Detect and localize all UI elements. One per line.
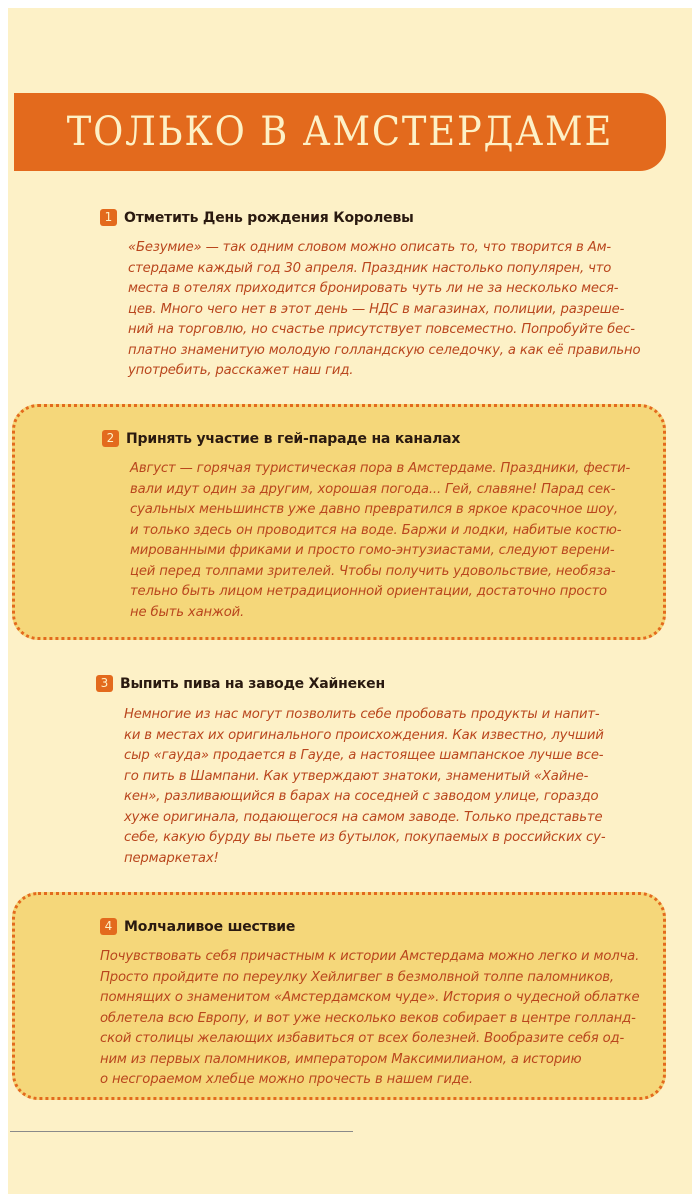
text-line: цей перед толпами зрителей. Чтобы получить удовольствие, необяза- (130, 563, 616, 579)
text-line: стердаме каждый год 30 апреля. Праздник настолько популярен, что (128, 260, 612, 276)
text-line: ской столицы желающих избавиться от всех болезней. Вообразите себя од- (100, 1031, 625, 1046)
item-heading (100, 918, 295, 935)
text-line: хуже оригинала, подающегося на самом заводе. Только представьте (124, 809, 603, 825)
footer-divider (10, 1131, 353, 1132)
item-description (130, 459, 630, 623)
item-title: Молчаливое шествие (124, 918, 296, 935)
page-title: ТОЛЬКО В АМСТЕРДАМЕ (66, 109, 614, 155)
text-line: платно знаменитую молодую голландскую селедочку, а как её правильно (128, 342, 641, 358)
text-line: тельно быть лицом нетрадиционной ориентации, достаточно просто (130, 584, 607, 599)
text-line: Август — горячая туристическая пора в Амстердаме. Праздники, фести- (130, 461, 631, 476)
item-number-badge: 4 (100, 918, 117, 935)
text-line: суальных меньшинств уже давно превратился в яркое красочное шоу, (130, 502, 618, 517)
text-line: цев. Много чего нет в этот день — НДС в магазинах, полиции, разреше- (128, 301, 625, 317)
title-banner (14, 93, 666, 171)
item-title: Принять участие в гей-параде на каналах (126, 430, 461, 447)
text-line: ним из первых паломников, императором Максимилианом, а историю (100, 1051, 582, 1067)
item-number-badge: 2 (102, 430, 119, 447)
text-line: и только здесь он проводится на воде. Баржи и лодки, набитые костю- (130, 522, 622, 538)
text-line: ний на торговлю, но счастье присутствует повсеместно. Попробуйте бес- (128, 322, 635, 337)
item-description (100, 947, 639, 1091)
text-line: сыр «гауда» продается в Гауде, а настоящее шампанское лучше все- (124, 748, 604, 763)
text-line: Просто пройдите по переулку Хейлигвег в безмолвной толпе паломников, (100, 969, 614, 985)
item-description (124, 705, 605, 869)
text-line: Немногие из нас могут позволить себе пробовать продукты и напит- (124, 707, 600, 722)
item-title: Отметить День рождения Королевы (124, 209, 414, 226)
item-heading (102, 430, 460, 447)
text-line: облетела всю Европу, и вот уже несколько веков собирает в центре голланд- (100, 1010, 636, 1026)
text-line: «Безумие» — так одним словом можно описать то, что творится в Ам- (128, 240, 611, 255)
item-number-badge: 3 (96, 675, 113, 692)
item-heading (96, 675, 385, 692)
text-line: не быть ханжой. (130, 604, 245, 620)
text-line: о несгораемом хлебце можно прочесть в нашем гиде. (100, 1072, 473, 1087)
text-line: го пить в Шампани. Как утверждают знатоки, знаменитый «Хайне- (124, 768, 589, 784)
text-line: кен», разливающийся в барах на соседней с заводом улице, гораздо (124, 789, 599, 804)
text-line: пермаркетах! (124, 850, 219, 866)
text-line: употребить, расскажет наш гид. (128, 363, 354, 378)
item-number-badge: 1 (100, 209, 117, 226)
text-line: Почувствовать себя причастным к истории Амстердама можно легко и молча. (100, 949, 640, 964)
text-line: помнящих о знаменитом «Амстердамском чуде». История о чудесной облатке (100, 990, 640, 1005)
item-title: Выпить пива на заводе Хайнекен (120, 675, 385, 692)
text-line: места в отелях приходится бронировать чуть ли не за несколько меся- (128, 281, 619, 296)
text-line: мированными фриками и просто гомо-энтузиастами, следуют верени- (130, 543, 615, 558)
item-heading (100, 209, 414, 226)
text-line: себе, какую бурду вы пьете из бутылок, покупаемых в российских су- (124, 830, 606, 845)
text-line: ки в местах их оригинального происхождения. Как известно, лучший (124, 727, 604, 743)
item-description (128, 238, 640, 382)
text-line: вали идут один за другим, хорошая погода... Гей, славяне! Парад сек- (130, 481, 616, 497)
